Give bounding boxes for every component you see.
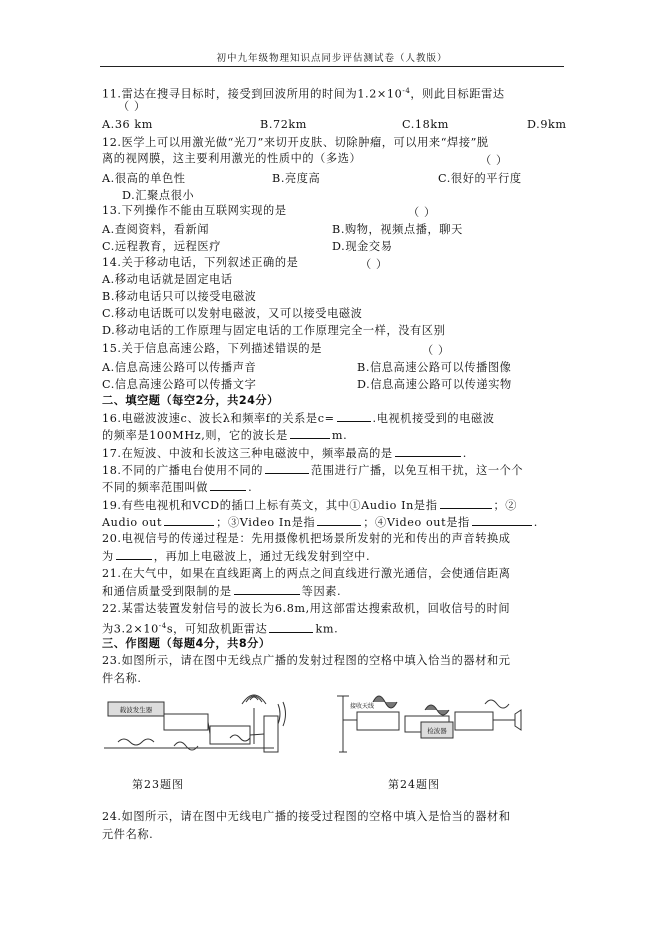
figure-24 (335, 692, 535, 766)
q16-line1: 16.电磁波波速c、波长λ和频率f的关系是c= .电视机接受到的电磁波 (102, 412, 495, 425)
fig24-detector-label: 检波器 (427, 727, 447, 735)
q12-option-a: A.很高的单色性 (102, 172, 186, 185)
q14-option-b: B.移动电话只可以接受电磁波 (102, 290, 257, 303)
fig23-empty-box-3 (264, 716, 278, 752)
q19-blank-3[interactable] (317, 515, 361, 526)
q16-line2: 的频率是100MHz,则，它的波长是 m. (102, 429, 348, 442)
q20-blank[interactable] (116, 549, 152, 560)
q13-option-d: D.现金交易 (332, 240, 393, 253)
q23-line1: 23.如图所示，请在图中无线点广播的发射过程图的空格中填入恰当的器材和元 (102, 654, 511, 667)
q15-paren: （ ） (422, 344, 450, 357)
q13-paren: （ ） (408, 206, 436, 219)
q15-option-d: D.信息高速公路可以传递实物 (357, 378, 512, 391)
q24-line2: 元件名称. (102, 828, 154, 841)
q20-line2: 为 ，再加上电磁波上，通过无线发射到空中. (102, 550, 371, 563)
q14-option-a: A.移动电话就是固定电话 (102, 273, 233, 286)
fig24-empty-box-1 (357, 712, 399, 730)
q11-paren: （ ） (118, 100, 146, 113)
q22-line1: 22.某雷达装置发射信号的波长为6.8m,用这部雷达搜索敌机，回收信号的时间 (102, 602, 511, 615)
q19-line2: Audio out ；③Video In是指 ；④Video out是指 . (102, 516, 538, 529)
q12-paren: （ ） (480, 154, 508, 167)
q13-stem: 13.下列操作不能由互联网实现的是 (102, 204, 287, 217)
section-3-title: 三、作图题（每题4分，共8分） (102, 637, 271, 650)
q11-option-a: A.36 km (102, 118, 154, 131)
q15-option-b: B.信息高速公路可以传播图像 (357, 361, 512, 374)
q12-line1: 12.医学上可以用激光做“光刀”来切开皮肤、切除肿瘤，可以用来“焊接”脱 (102, 136, 489, 149)
q17-blank[interactable] (395, 446, 461, 457)
fig24-empty-box-3 (455, 712, 493, 730)
header-rule (100, 66, 564, 67)
q12-option-b: B.亮度高 (272, 172, 321, 185)
q22-blank[interactable] (269, 622, 313, 633)
fig24-caption: 第24题图 (388, 778, 440, 791)
q11-option-b: B.72km (260, 118, 308, 131)
fig23-caption: 第23题图 (132, 778, 184, 791)
q16-blank-1[interactable] (337, 411, 371, 422)
q11-option-d: D.9km (527, 118, 567, 131)
q24-line1: 24.如图所示，请在图中无线电广播的接受过程图的空格中填入是恰当的器材和 (102, 810, 511, 823)
q21-line1: 21.在大气中，如果在直线距离上的两点之间直线进行激光通信，会使通信距离 (102, 567, 511, 580)
q17-line: 17.在短波、中波和长波这三种电磁波中，频率最高的是 . (102, 447, 467, 460)
q11-stem: 11.雷达在搜寻目标时，接受到回波所用的时间为$1.2\times 10^{-4}$，则此目标距雷达 (102, 87, 505, 101)
q19-blank-4[interactable] (472, 515, 532, 526)
q14-option-c: C.移动电话既可以发射电磁波，又可以接受电磁波 (102, 307, 363, 320)
q20-line1: 20.电视信号的传递过程是：先用摄像机把场景所发射的光和传出的声音转换成 (102, 532, 511, 545)
q19-blank-1[interactable] (440, 498, 492, 509)
q13-option-b: B.购物，视频点播，聊天 (332, 223, 463, 236)
q18-blank-1[interactable] (265, 463, 309, 474)
figure-23 (104, 694, 294, 766)
fig23-empty-box-1 (164, 714, 208, 730)
q13-option-c: C.远程教育，远程医疗 (102, 240, 222, 253)
q23-line2: 件名称. (102, 672, 142, 685)
q12-option-c: C.很好的平行度 (438, 172, 522, 185)
section-2-title: 二、填空题（每空2分，共24分） (102, 394, 279, 407)
q18-line2: 不同的频率范围叫做 . (102, 481, 253, 494)
q22-line2: 为$3.2\times 10^{-4}s$，可知敌机距雷达 km. (102, 622, 339, 636)
q14-stem: 14.关于移动电话，下列叙述正确的是 (102, 256, 299, 269)
q16-blank-2[interactable] (290, 428, 330, 439)
fig23-carrier-label: 载波发生器 (119, 706, 153, 714)
q21-line2: 和通信质量受到限制的是 等因素. (102, 585, 342, 598)
q13-option-a: A.查阅资料，看新闻 (102, 223, 210, 236)
q18-blank-2[interactable] (210, 480, 246, 491)
q11-option-c: C.18km (402, 118, 449, 131)
q21-blank[interactable] (234, 584, 300, 595)
q14-paren: （ ） (360, 258, 388, 271)
page-header: 初中九年级物理知识点同步评估测试卷（人教版） (216, 53, 448, 64)
q15-option-a: A.信息高速公路可以传播声音 (102, 361, 257, 374)
q12-option-d: D.汇聚点很小 (122, 189, 195, 202)
q19-blank-2[interactable] (164, 515, 214, 526)
q14-option-d: D.移动电话的工作原理与固定电话的工作原理完全一样，没有区别 (102, 324, 446, 337)
q19-line1: 19.有些电视机和VCD的插口上标有英文，其中①Audio In是指 ；② (102, 499, 518, 512)
fig24-antenna-label: 接收天线 (350, 703, 375, 710)
q15-option-c: C.信息高速公路可以传播文字 (102, 378, 257, 391)
q12-line2: 离的视网膜，这主要利用激光的性质中的（多选） (102, 152, 362, 165)
q15-stem: 15.关于信息高速公路，下列描述错误的是 (102, 342, 322, 355)
q18-line1: 18.不同的广播电台使用不同的 范围进行广播，以免互相干扰，这一个个 (102, 464, 524, 477)
